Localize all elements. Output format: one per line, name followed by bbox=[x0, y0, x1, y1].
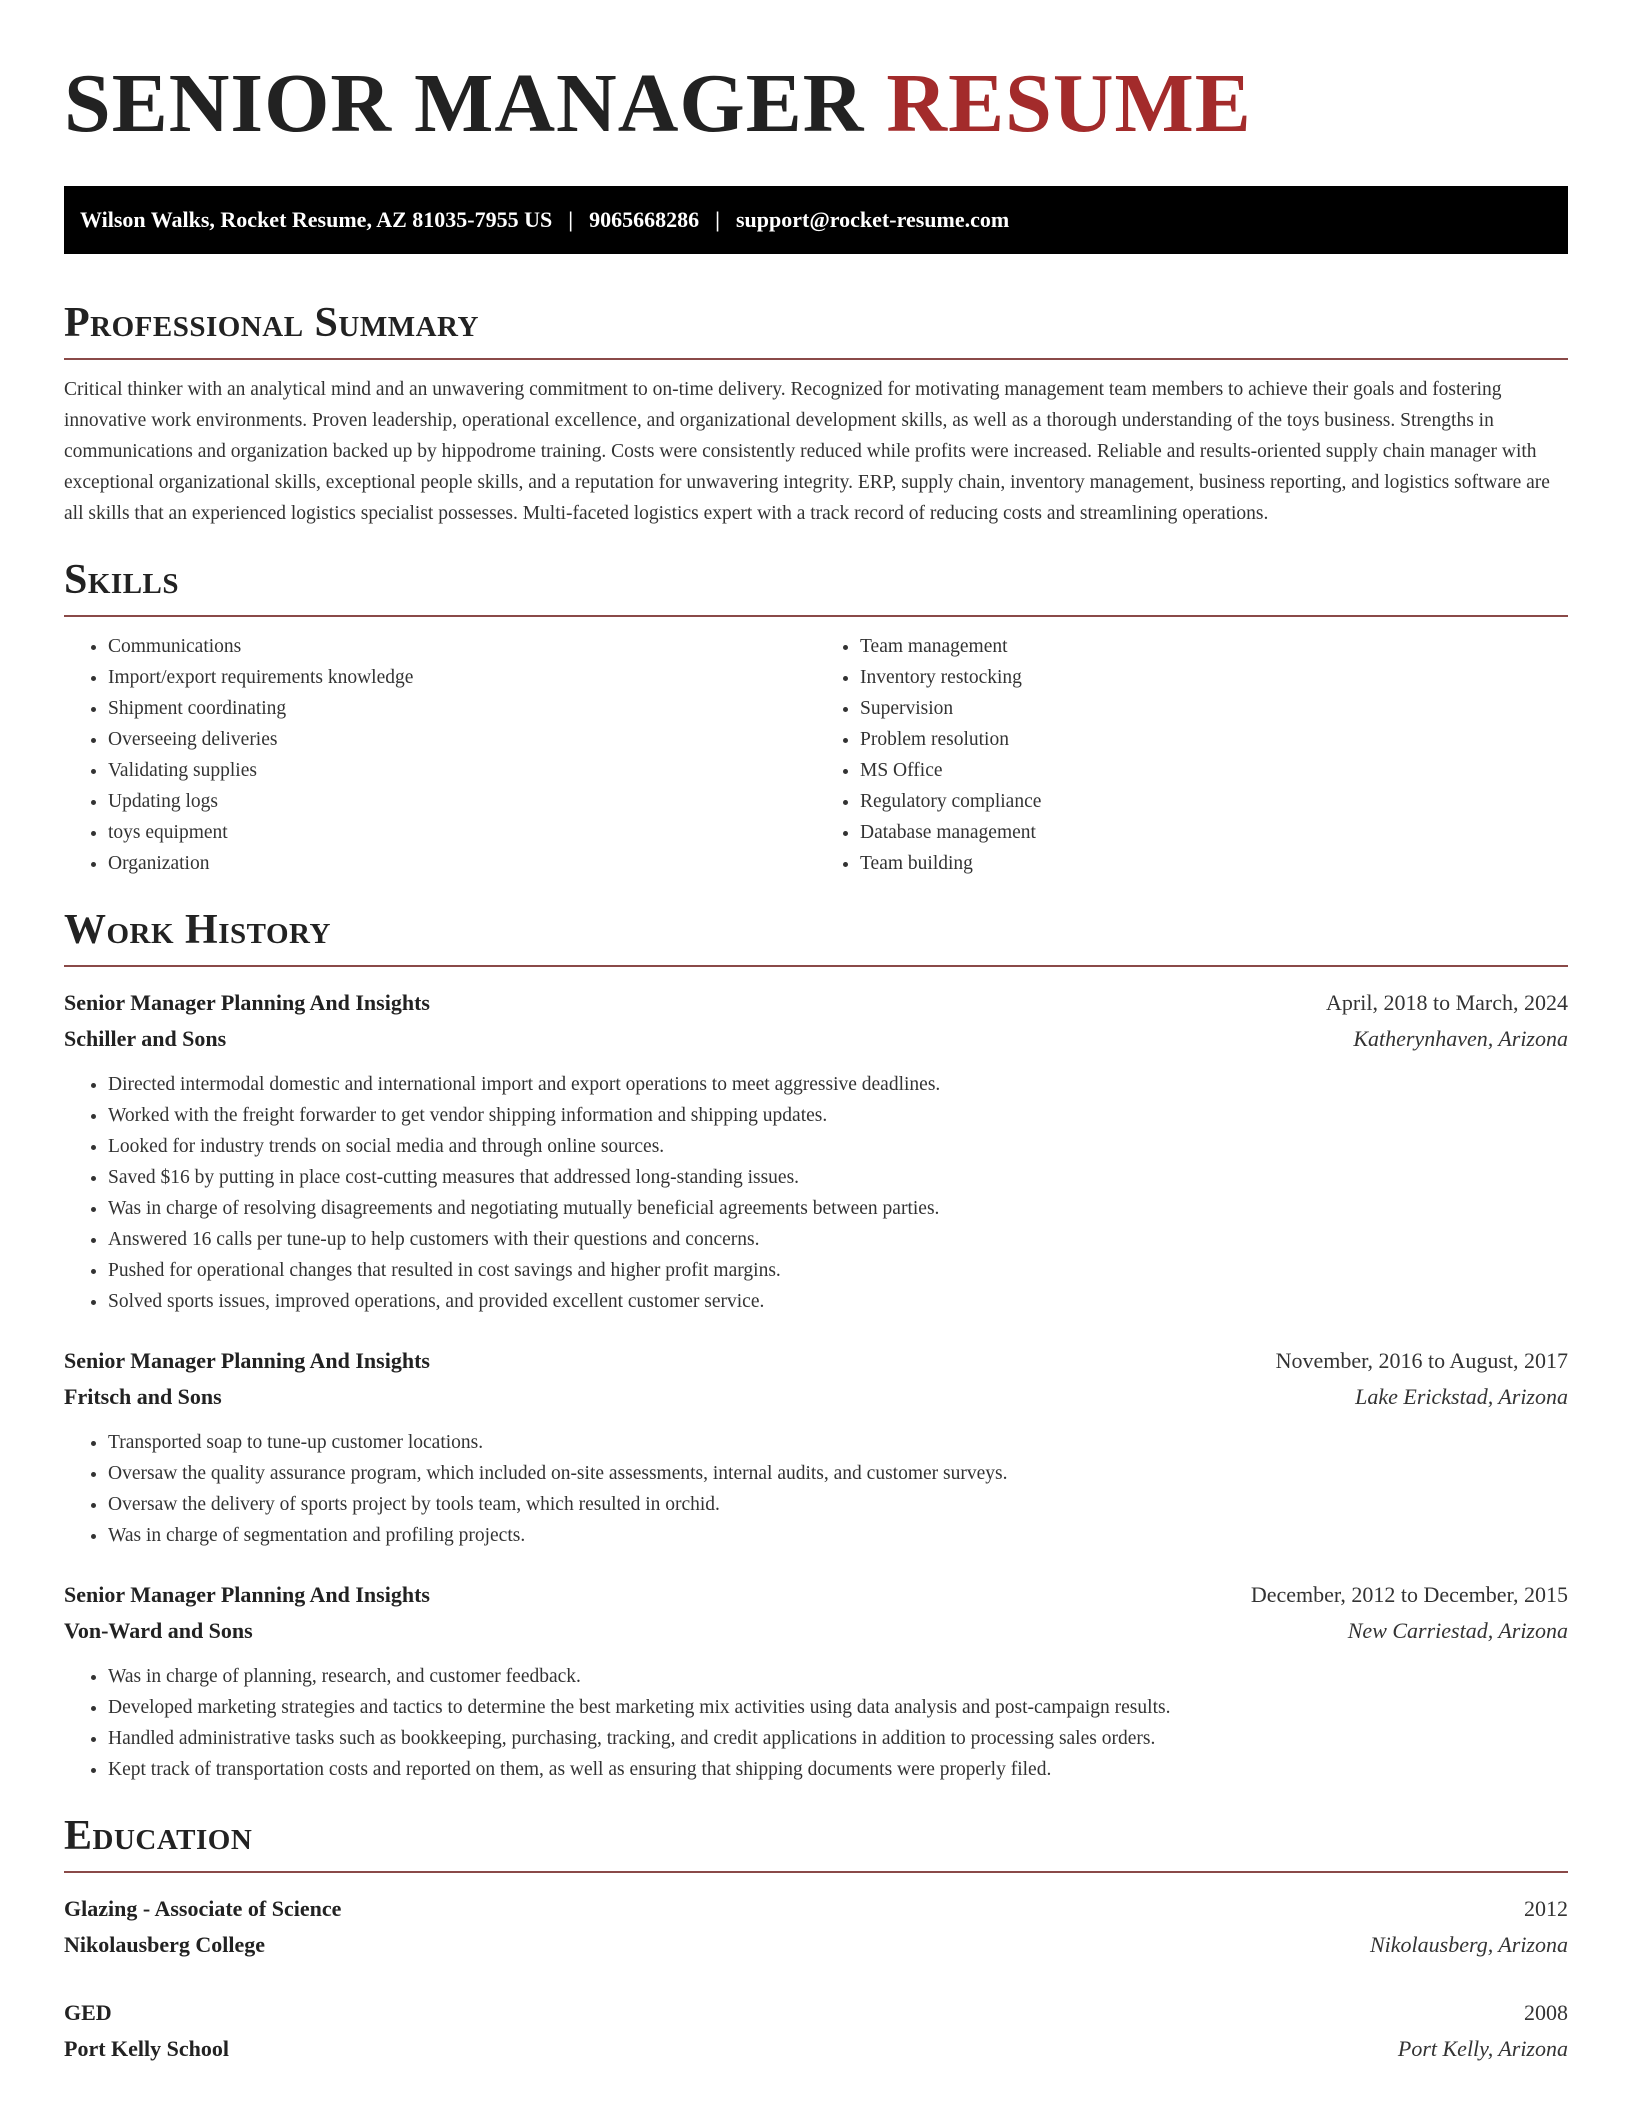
job-entry bbox=[64, 1577, 1568, 1785]
job-bullet: • Solved sports issues, improved operations, and provided excellent customer service. bbox=[108, 1286, 1568, 1317]
job-dates: December, 2012 to December, 2015 bbox=[1250, 1582, 1568, 1607]
work-history-heading: Work History bbox=[64, 905, 1568, 967]
title-accent: RESUME bbox=[886, 57, 1252, 150]
job-location: New Carriestad, Arizona bbox=[1347, 1618, 1568, 1643]
skills-column-left bbox=[64, 631, 816, 879]
education-header-row bbox=[64, 1891, 1568, 1927]
skill-item: • Communications bbox=[108, 631, 816, 662]
education-entry bbox=[64, 1995, 1568, 2067]
job-bullet: • Was in charge of segmentation and profiling projects. bbox=[108, 1520, 1568, 1551]
education-location: Port Kelly, Arizona bbox=[1397, 2036, 1568, 2061]
skill-item: • MS Office bbox=[860, 755, 1568, 786]
job-header-row bbox=[64, 1577, 1568, 1613]
contact-bar bbox=[64, 186, 1568, 254]
job-bullet: • Looked for industry trends on social media and through online sources. bbox=[108, 1131, 1568, 1162]
job-entry bbox=[64, 1343, 1568, 1551]
skill-item: • Team building bbox=[860, 848, 1568, 879]
job-location: Lake Erickstad, Arizona bbox=[1355, 1384, 1568, 1409]
contact-separator: | bbox=[715, 207, 720, 232]
skill-item: • Supervision bbox=[860, 693, 1568, 724]
education-header-row bbox=[64, 1995, 1568, 2031]
job-bullets bbox=[64, 1069, 1568, 1317]
skills-column-right bbox=[816, 631, 1568, 879]
skill-item: • Import/export requirements knowledge bbox=[108, 662, 816, 693]
job-bullet: • Was in charge of planning, research, and customer feedback. bbox=[108, 1661, 1568, 1692]
education-school-row bbox=[64, 2031, 1568, 2067]
education-year: 2008 bbox=[1524, 2000, 1568, 2025]
skill-item: • Updating logs bbox=[108, 786, 816, 817]
job-title: Senior Manager Planning And Insights bbox=[64, 1348, 430, 1373]
job-bullet: • Developed marketing strategies and tactics to determine the best marketing mix activities using data analysis and post-campaign results. bbox=[108, 1692, 1568, 1723]
contact-address: Wilson Walks, Rocket Resume, AZ 81035-7955 US bbox=[80, 207, 553, 232]
education-school: Port Kelly School bbox=[64, 2036, 229, 2061]
job-header-row bbox=[64, 1343, 1568, 1379]
skill-item: • Overseeing deliveries bbox=[108, 724, 816, 755]
education-year: 2012 bbox=[1524, 1896, 1568, 1921]
education-school-row bbox=[64, 1927, 1568, 1963]
title-main: SENIOR MANAGER bbox=[64, 57, 865, 150]
resume-title bbox=[64, 0, 1568, 152]
skill-item: • Organization bbox=[108, 848, 816, 879]
skill-item: • toys equipment bbox=[108, 817, 816, 848]
skill-item: • Team management bbox=[860, 631, 1568, 662]
education-heading: Education bbox=[64, 1811, 1568, 1873]
job-company: Schiller and Sons bbox=[64, 1026, 227, 1051]
skills-heading: Skills bbox=[64, 555, 1568, 617]
job-bullet: • Answered 16 calls per tune-up to help customers with their questions and concerns. bbox=[108, 1224, 1568, 1255]
job-location: Katherynhaven, Arizona bbox=[1353, 1026, 1568, 1051]
job-company-row bbox=[64, 1021, 1568, 1057]
job-bullet: • Saved $16 by putting in place cost-cutting measures that addressed long-standing issues. bbox=[108, 1162, 1568, 1193]
summary-text: Critical thinker with an analytical mind and an unwavering commitment to on-time delivery. Recognized for motivating management team members to achieve their goals and fostering innovative work environments. Proven leadership, operational excellence, and organizational development skills, as well as a thorough understanding of the toys business. Strengths in communications and organization backed up by hippodrome training. Costs were consistently reduced while profits were increased. Reliable and results-oriented supply chain manager with exceptional organizational skills, exceptional people skills, and a reputation for unwavering integrity. ERP, supply chain, inventory management, business reporting, and logistics software are all skills that an experienced logistics specialist possesses. Multi-faceted logistics expert with a track record of reducing costs and streamlining operations. bbox=[64, 379, 1550, 524]
contact-separator: | bbox=[568, 207, 574, 232]
job-bullet: • Oversaw the quality assurance program, which included on-site assessments, internal audits, and customer surveys. bbox=[108, 1458, 1568, 1489]
job-bullet: • Transported soap to tune-up customer locations. bbox=[108, 1427, 1568, 1458]
job-bullet: • Kept track of transportation costs and reported on them, as well as ensuring that shipping documents were properly filed. bbox=[108, 1754, 1568, 1785]
job-dates: April, 2018 to March, 2024 bbox=[1326, 990, 1568, 1015]
job-dates: November, 2016 to August, 2017 bbox=[1275, 1348, 1568, 1373]
education-entry bbox=[64, 1891, 1568, 1963]
skill-item: • Inventory restocking bbox=[860, 662, 1568, 693]
education-location: Nikolausberg, Arizona bbox=[1369, 1932, 1568, 1957]
job-bullet: • Handled administrative tasks such as bookkeeping, purchasing, tracking, and credit applications in addition to processing sales orders. bbox=[108, 1723, 1568, 1754]
job-company-row bbox=[64, 1379, 1568, 1415]
skill-item: • Validating supplies bbox=[108, 755, 816, 786]
skills-list bbox=[64, 631, 1568, 879]
job-bullet: • Worked with the freight forwarder to get vendor shipping information and shipping updates. bbox=[108, 1100, 1568, 1131]
contact-email: support@rocket-resume.com bbox=[735, 207, 1010, 232]
job-bullet: • Oversaw the delivery of sports project by tools team, which resulted in orchid. bbox=[108, 1489, 1568, 1520]
skill-item: • Shipment coordinating bbox=[108, 693, 816, 724]
job-company: Von-Ward and Sons bbox=[64, 1618, 253, 1643]
contact-phone: 9065668286 bbox=[589, 207, 700, 232]
skill-item: • Database management bbox=[860, 817, 1568, 848]
skill-item: • Regulatory compliance bbox=[860, 786, 1568, 817]
job-bullet: • Directed intermodal domestic and international import and export operations to meet aggressive deadlines. bbox=[108, 1069, 1568, 1100]
education-degree: GED bbox=[64, 2000, 112, 2025]
skill-item: • Problem resolution bbox=[860, 724, 1568, 755]
job-company-row bbox=[64, 1613, 1568, 1649]
job-bullets bbox=[64, 1661, 1568, 1785]
education-degree: Glazing - Associate of Science bbox=[64, 1896, 342, 1921]
job-title: Senior Manager Planning And Insights bbox=[64, 990, 430, 1015]
job-title: Senior Manager Planning And Insights bbox=[64, 1582, 430, 1607]
job-bullet: • Pushed for operational changes that resulted in cost savings and higher profit margins. bbox=[108, 1255, 1568, 1286]
education-school: Nikolausberg College bbox=[64, 1932, 266, 1957]
job-bullets bbox=[64, 1427, 1568, 1551]
job-company: Fritsch and Sons bbox=[64, 1384, 222, 1409]
summary-heading: Professional Summary bbox=[64, 298, 1568, 360]
job-header-row bbox=[64, 985, 1568, 1021]
job-bullet: • Was in charge of resolving disagreements and negotiating mutually beneficial agreements between parties. bbox=[108, 1193, 1568, 1224]
job-entry bbox=[64, 985, 1568, 1317]
